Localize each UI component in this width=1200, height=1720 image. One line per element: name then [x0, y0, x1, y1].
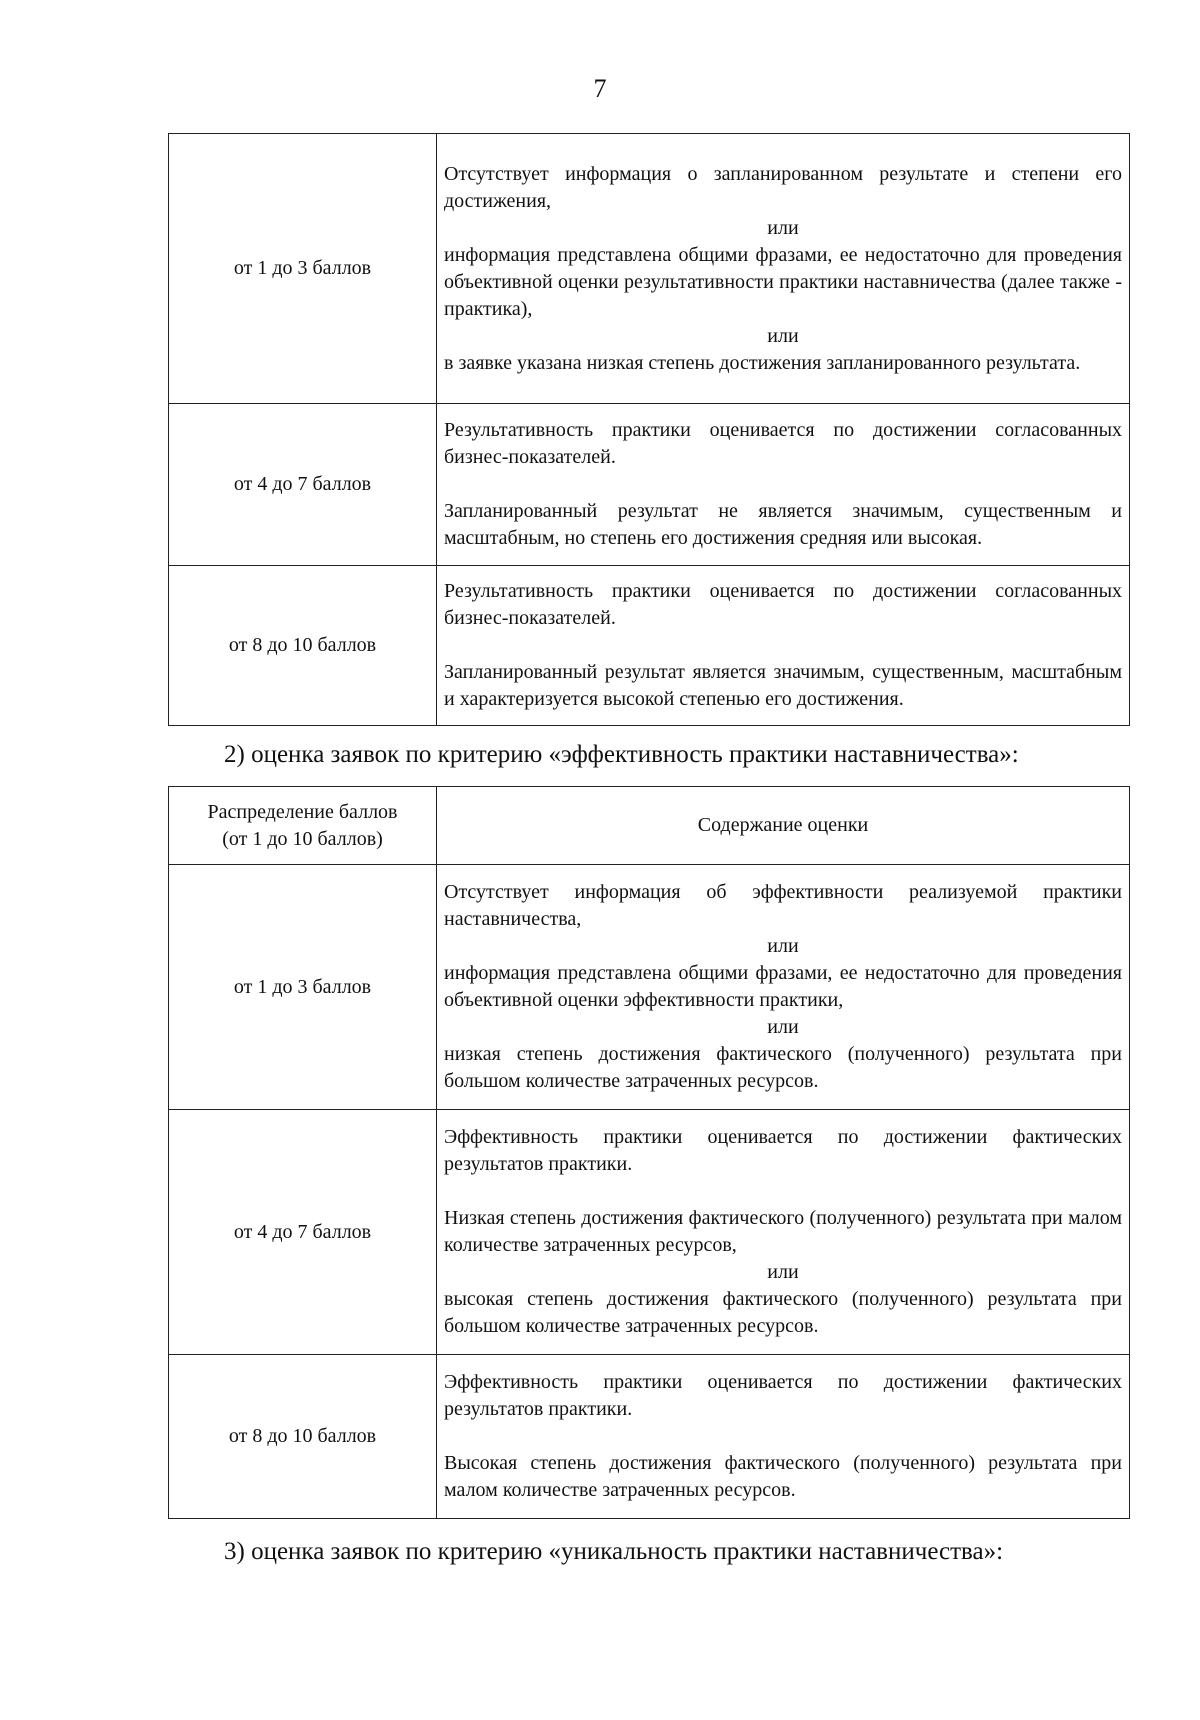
section-heading: 2) оценка заявок по критерию «эффективность практики наставничества»:	[224, 741, 1019, 768]
description-text: Отсутствует информация о запланированном результате и степени его достижения,	[444, 162, 1122, 212]
description-text: информация представлена общими фразами, ее недостаточно для проведения объективной оценки эффективности практики,	[444, 962, 1122, 1011]
score-description	[437, 566, 1130, 726]
description-text: Результативность практики оценивается по достижении согласованных бизнес-показателей.	[444, 580, 1122, 629]
score-description	[437, 404, 1130, 566]
score-range: от 8 до 10 баллов	[169, 566, 437, 726]
description-text: Эффективность практики оценивается по достижении фактических результатов практики.	[444, 1126, 1122, 1175]
table-row	[169, 1355, 1130, 1519]
description-text: информация представлена общими фразами, ее недостаточно для проведения объективной оценки результативности практики наставничества (далее также - практика),	[444, 243, 1122, 320]
table-row	[169, 134, 1130, 404]
description-text: Результативность практики оценивается по достижении согласованных бизнес-показателей.	[444, 419, 1122, 468]
table-row	[169, 865, 1130, 1110]
description-text: в заявке указана низкая степень достижения запланированного результата.	[444, 351, 1081, 374]
description-text: Запланированный результат не является значимым, существенным и масштабным, но степень его достижения средняя или высокая.	[444, 500, 1122, 549]
score-description	[437, 1110, 1130, 1355]
score-description	[437, 1355, 1130, 1519]
score-range: от 8 до 10 баллов	[169, 1355, 437, 1519]
section-heading: 3) оценка заявок по критерию «уникальность практики наставничества»:	[224, 1538, 1004, 1565]
header-line: (от 1 до 10 баллов)	[222, 827, 383, 850]
score-range: от 4 до 7 баллов	[169, 404, 437, 566]
or-separator: или	[767, 324, 799, 347]
page-number: 7	[593, 74, 607, 103]
score-description	[437, 865, 1130, 1110]
table-header-row	[169, 787, 1130, 865]
description-text: низкая степень достижения фактического (полученного) результата при большом количестве затраченных ресурсов.	[444, 1043, 1122, 1092]
score-range: от 1 до 3 баллов	[169, 865, 437, 1110]
description-text: Высокая степень достижения фактического (полученного) результата при малом количестве затраченных ресурсов.	[444, 1452, 1122, 1501]
table-row	[169, 1110, 1130, 1355]
description-text: Низкая степень достижения фактического (полученного) результата при малом количестве затраченных ресурсов,	[444, 1207, 1122, 1256]
description-text: Отсутствует информация об эффективности реализуемой практики наставничества,	[444, 881, 1122, 930]
description-text: Запланированный результат является значимым, существенным, масштабным и характеризуется высокой степенью его достижения.	[444, 661, 1122, 710]
description-text: Эффективность практики оценивается по достижении фактических результатов практики.	[444, 1371, 1122, 1420]
results-criteria-table	[168, 133, 1130, 726]
efficiency-criteria-table	[168, 786, 1130, 1519]
score-description	[437, 134, 1130, 404]
column-header-score	[169, 787, 437, 865]
or-separator: или	[767, 1016, 799, 1038]
column-header-content: Содержание оценки	[437, 787, 1130, 865]
score-range: от 4 до 7 баллов	[169, 1110, 437, 1355]
header-line: Распределение баллов	[207, 800, 398, 823]
description-text: высокая степень достижения фактического (полученного) результата при большом количестве затраченных ресурсов.	[444, 1288, 1122, 1337]
or-separator: или	[767, 216, 799, 239]
or-separator: или	[767, 935, 799, 957]
score-range: от 1 до 3 баллов	[169, 134, 437, 404]
table-row	[169, 566, 1130, 726]
table-row	[169, 404, 1130, 566]
or-separator: или	[767, 1261, 799, 1283]
